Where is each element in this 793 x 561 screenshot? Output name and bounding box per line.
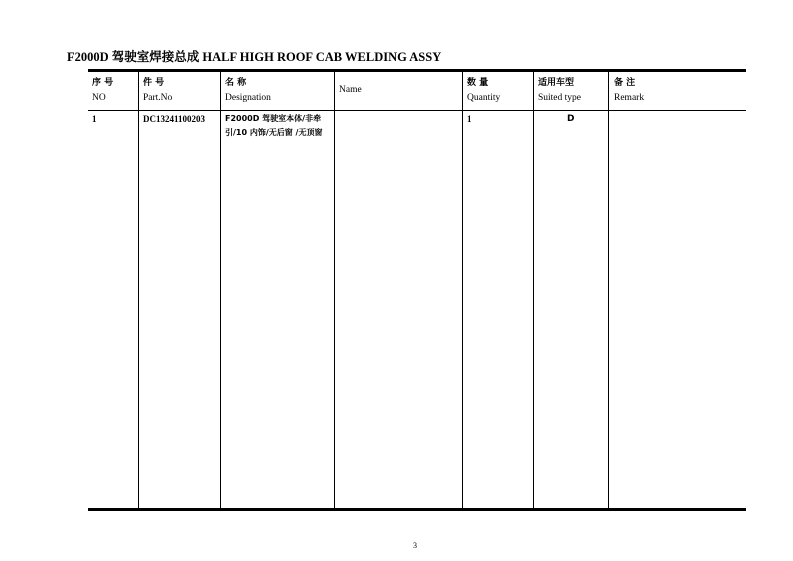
column-divider [462,72,463,508]
header-quantity [467,76,500,106]
header-suited-type [538,76,581,106]
header-quantity-zh: 数 量 [467,78,489,88]
header-part-no-zh: 件 号 [143,78,165,88]
header-quantity-en: Quantity [467,93,501,103]
header-designation-en: Designation [225,93,271,103]
row-quantity: 1 [467,114,472,124]
row-no: 1 [92,114,97,124]
column-divider [608,72,609,508]
header-name-en: Name [339,85,362,95]
header-name [339,83,362,98]
header-remark [614,76,644,106]
column-divider [138,72,139,508]
row-designation: F2000D 驾驶室本体/非牵引/10 内饰/无后窗 /无顶窗 [225,114,323,137]
table-top-rule [88,69,746,72]
column-divider [334,72,335,508]
column-divider [533,72,534,508]
header-designation [225,76,271,106]
header-part-no [143,76,172,106]
header-no-en: NO [92,93,106,103]
header-no-zh: 序 号 [92,78,114,88]
header-part-no-en: Part.No [143,93,173,103]
page-number: 3 [413,541,417,550]
header-suited-type-en: Suited type [538,93,582,103]
column-divider [220,72,221,508]
header-no [92,76,113,106]
page-title: F2000D 驾驶室焊接总成 HALF HIGH ROOF CAB WELDING ASSY [67,50,442,64]
header-remark-en: Remark [614,93,645,103]
header-designation-zh: 名 称 [225,78,247,88]
row-suited-type: D [567,114,575,124]
header-suited-type-zh: 适用车型 [538,78,575,88]
header-remark-zh: 备 注 [614,78,636,88]
table-header-rule [88,110,746,111]
row-part-no: DC13241100203 [143,114,206,124]
table-bottom-rule [88,508,746,511]
